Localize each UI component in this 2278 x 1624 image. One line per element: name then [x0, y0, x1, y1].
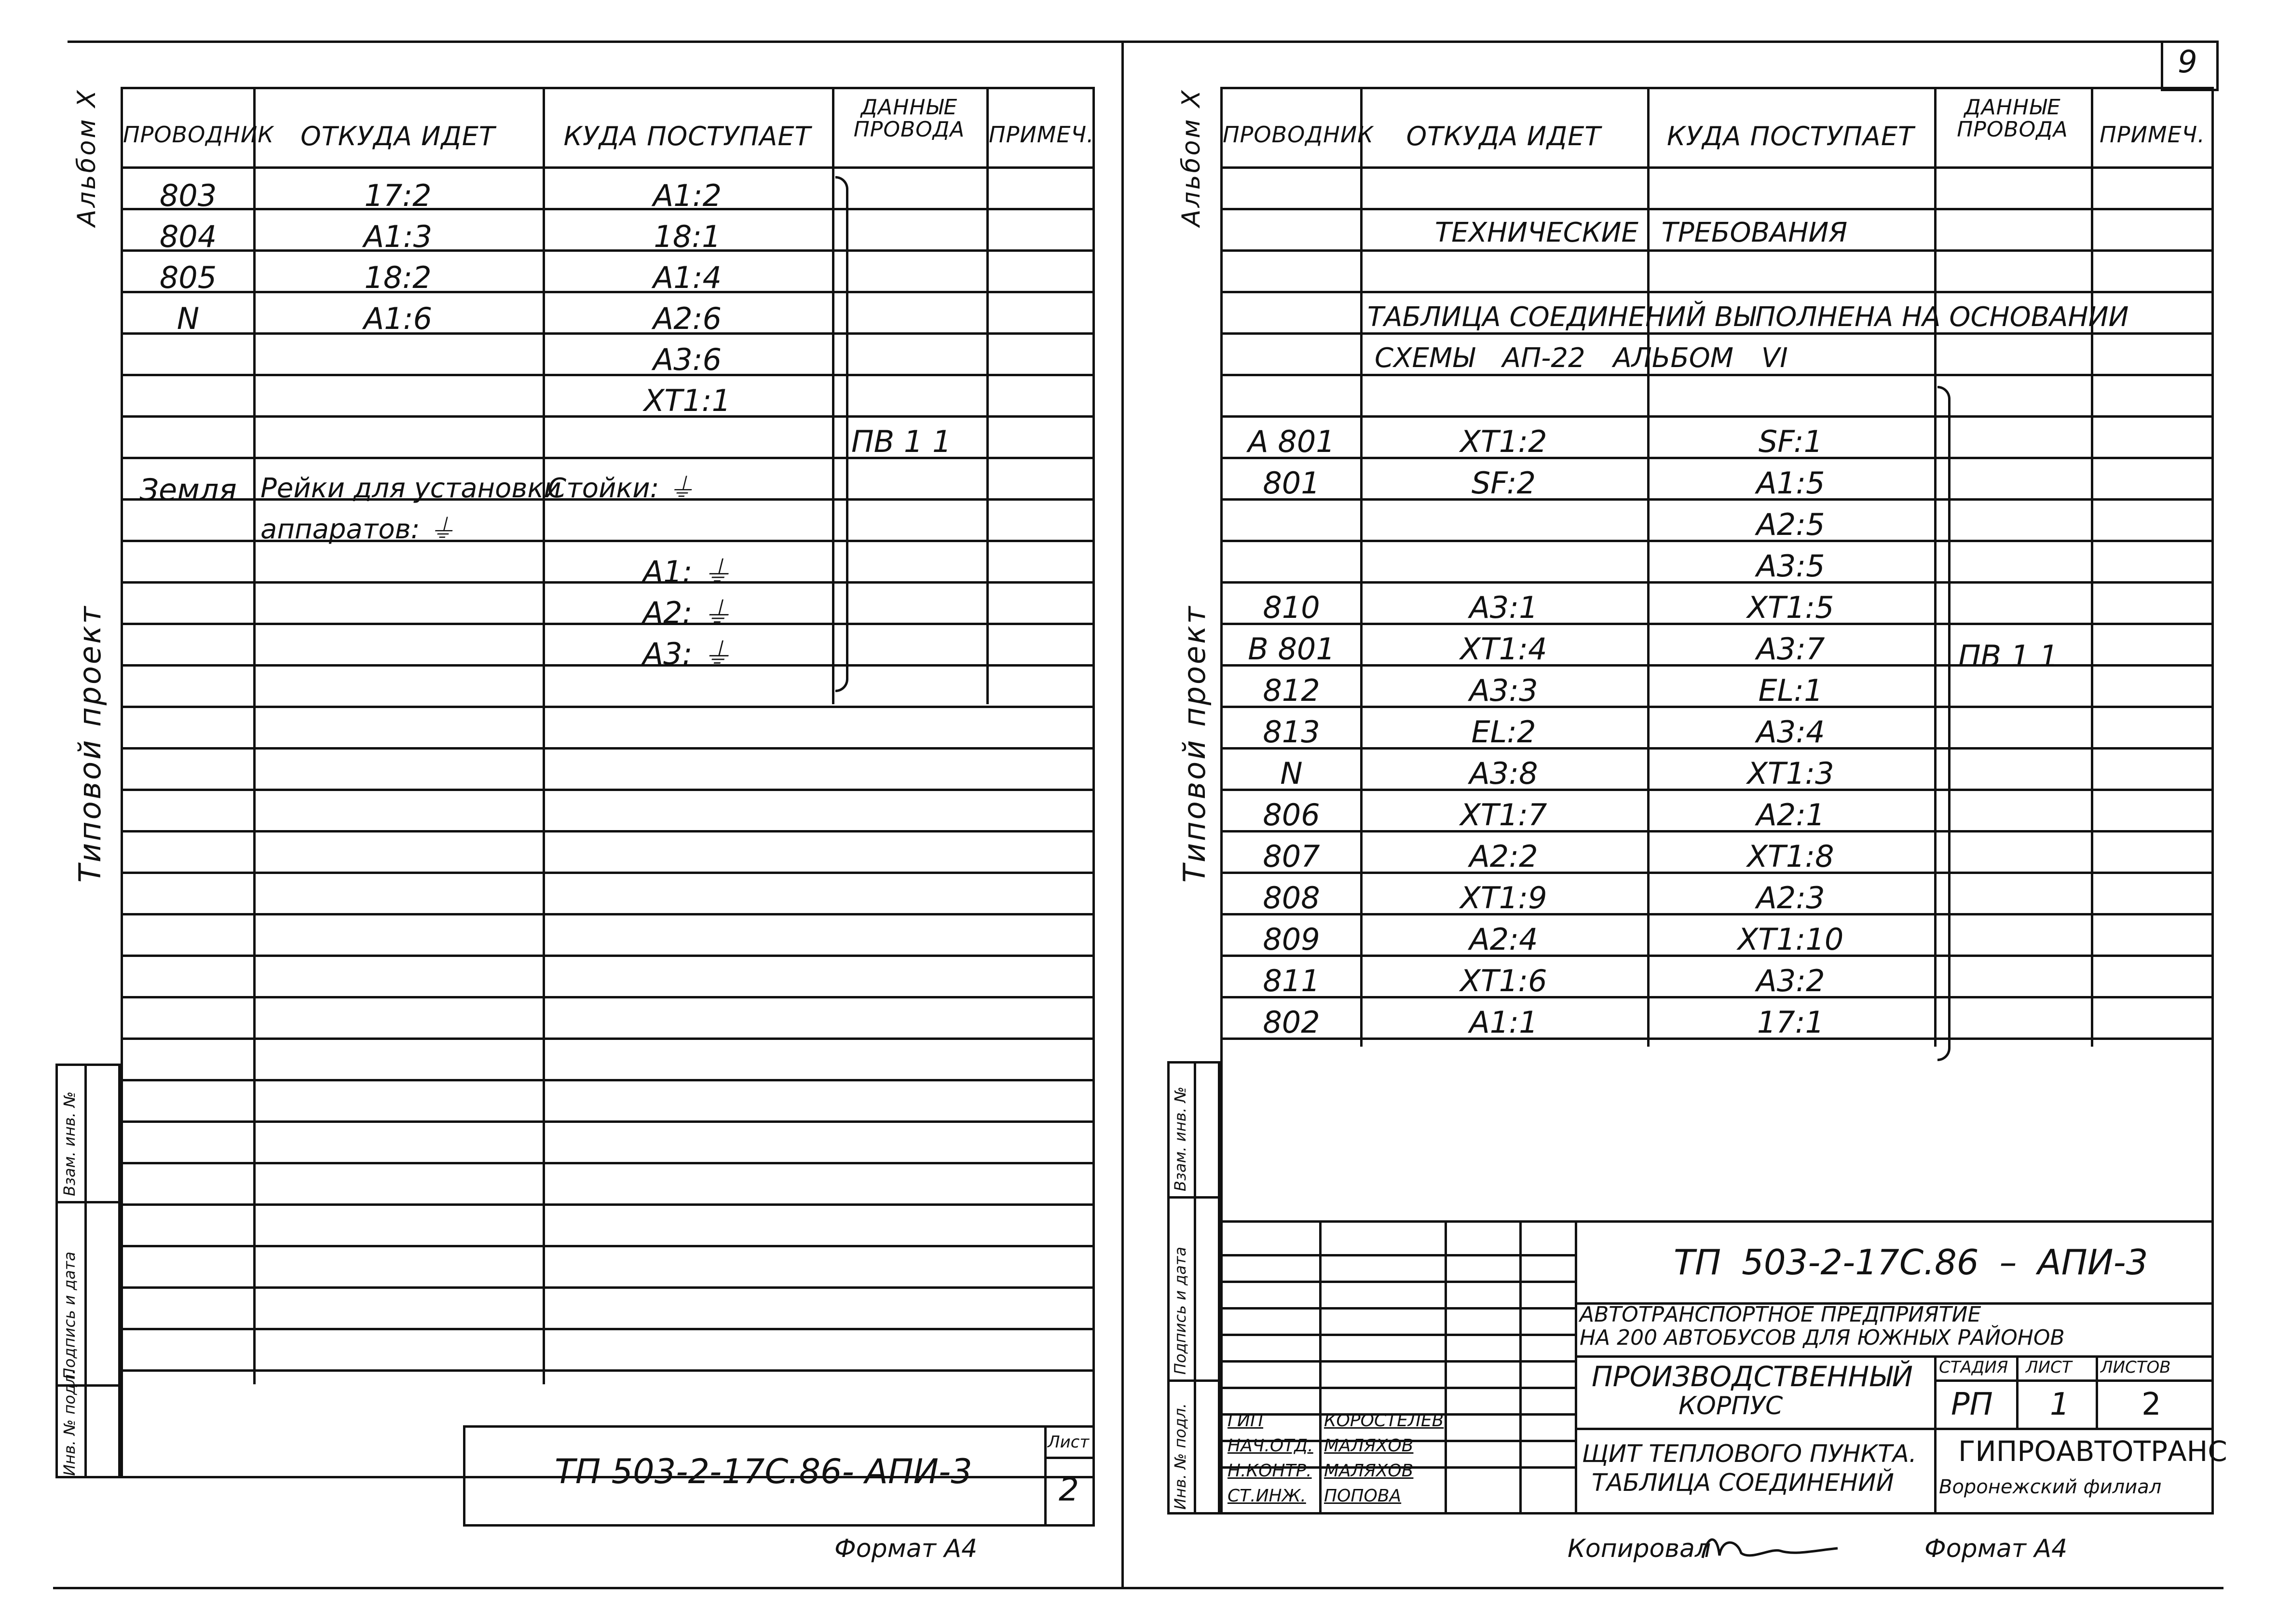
- left-stamp-sheet: 2: [1059, 1471, 1079, 1508]
- signer-role: Н.КОНТР.: [1228, 1461, 1312, 1481]
- left-row-line: [121, 830, 1095, 832]
- right-row-to: A3:2: [1756, 963, 1825, 998]
- right-row-to: XT1:3: [1747, 756, 1834, 791]
- right-row-conductor: A 801: [1248, 424, 1335, 459]
- left-row-3-to: A1:4: [653, 260, 722, 295]
- right-row-to: XT1:10: [1737, 922, 1844, 957]
- right-row-from: XT1:4: [1460, 631, 1547, 667]
- right-note-line2: СХЕМЫ АП-22 АЛЬБОМ VI: [1375, 342, 1788, 374]
- right-row-line: [1220, 706, 2214, 708]
- right-row-line: [1220, 540, 2214, 542]
- right-stamp-col: [2016, 1355, 2019, 1428]
- right-row-from: A2:4: [1469, 922, 1538, 957]
- left-row-line: [121, 166, 1095, 169]
- right-row-line: [1220, 872, 2214, 874]
- right-row-to: 17:1: [1757, 1005, 1825, 1040]
- right-branch: Воронежский филиал: [1939, 1476, 2162, 1498]
- right-sheet: 1: [2050, 1387, 2070, 1422]
- right-row-from: A2:2: [1469, 839, 1538, 874]
- left-row-line: [121, 1245, 1095, 1247]
- right-building-2: КОРПУС: [1678, 1392, 1783, 1420]
- left-row-6-to: XT1:1: [643, 383, 731, 418]
- left-strip-vzam: Взам. инв. №: [60, 1091, 79, 1196]
- left-row-line: [121, 1328, 1095, 1330]
- left-row-line: [121, 706, 1095, 708]
- left-stamp-divider: [1044, 1425, 1047, 1527]
- left-ground-from-1: Рейки для установки: [260, 473, 561, 504]
- right-row-conductor: 812: [1263, 673, 1320, 708]
- left-sheet-frame: [121, 87, 1095, 1478]
- left-ground-to-1: Стойки: ⏚: [547, 473, 695, 504]
- left-row-4-conductor: N: [177, 301, 200, 336]
- right-sheets: 2: [2142, 1387, 2161, 1422]
- right-copied: Копировал: [1568, 1534, 1711, 1563]
- right-row-line: [1220, 415, 2214, 418]
- signer-role: НАЧ.ОТД.: [1228, 1436, 1313, 1456]
- left-header-note: ПРИМЕЧ.: [989, 122, 1094, 148]
- signer-name: КОРОСТЕЛЕВ: [1324, 1411, 1444, 1431]
- right-stamp-line: [1934, 1379, 2214, 1382]
- right-row-to: A3:5: [1756, 548, 1825, 584]
- left-header-conductor: ПРОВОДНИК: [123, 122, 274, 148]
- right-row-to: A3:7: [1756, 631, 1825, 667]
- right-strip-vzam: Взам. инв. №: [1171, 1086, 1189, 1191]
- right-row-line: [1220, 498, 2214, 501]
- right-row-line: [1220, 623, 2214, 625]
- signer-name: ПОПОВА: [1324, 1486, 1402, 1506]
- signature-row-line: [1220, 1307, 1575, 1310]
- right-stage: РП: [1951, 1387, 1993, 1422]
- left-strip-inv: Инв. № подл.: [60, 1369, 79, 1476]
- right-row-from: EL:2: [1471, 714, 1536, 750]
- sig-col: [1319, 1220, 1322, 1515]
- right-row-line: [1220, 664, 2214, 667]
- sig-col: [1519, 1220, 1522, 1515]
- signature-row-line: [1220, 1281, 1575, 1283]
- left-row-line: [121, 1369, 1095, 1372]
- left-row-2-conductor: 804: [159, 219, 217, 254]
- right-row-conductor: 813: [1263, 714, 1320, 750]
- left-stamp-sheet-label: Лист: [1048, 1433, 1090, 1452]
- right-row-from: A3:8: [1469, 756, 1538, 791]
- right-row-conductor: 808: [1263, 880, 1320, 915]
- left-wire-brace: [835, 176, 848, 692]
- right-header-wire-data: ДАННЫЕ ПРОВОДА: [1957, 95, 2068, 142]
- right-typical-project: Типовой проект: [1177, 604, 1212, 883]
- right-row-line: [1220, 208, 2214, 210]
- left-format: Формат А4: [834, 1534, 978, 1563]
- right-row-conductor: 811: [1263, 963, 1320, 998]
- right-sheets-label: ЛИСТОВ: [2101, 1358, 2171, 1377]
- signer-role: ГИП: [1228, 1411, 1264, 1431]
- left-stamp-designation: ТП 503-2-17С.86- АПИ-3: [555, 1452, 972, 1491]
- left-row-line: [121, 996, 1095, 998]
- right-format: Формат А4: [1924, 1534, 2068, 1563]
- left-wire-brand: ПВ 1 1: [851, 424, 952, 459]
- right-org: ГИПРОАВТОТРАНС: [1958, 1435, 2227, 1468]
- right-doc-2: ТАБЛИЦА СОЕДИНЕНИЙ: [1592, 1469, 1894, 1497]
- left-row-line: [121, 955, 1095, 957]
- right-wire-brace: [1937, 386, 1951, 1061]
- right-row-line: [1220, 291, 2214, 293]
- right-row-conductor: B 801: [1248, 631, 1335, 667]
- right-row-conductor: 809: [1263, 922, 1320, 957]
- right-row-to: A2:3: [1756, 880, 1825, 915]
- left-typical-project: Типовой проект: [72, 604, 108, 883]
- right-row-to: A2:5: [1756, 507, 1825, 542]
- left-row-1-from: 17:2: [364, 178, 432, 213]
- right-row-conductor: 801: [1263, 465, 1320, 501]
- signer-name: МАЛЯХОВ: [1324, 1461, 1414, 1481]
- left-strip-sign: Подпись и дата: [60, 1251, 79, 1379]
- right-row-to: A1:5: [1756, 465, 1825, 501]
- right-strip-inv: Инв. № подл.: [1171, 1403, 1189, 1510]
- right-row-line: [1220, 374, 2214, 376]
- right-row-line: [1220, 581, 2214, 584]
- right-col-line: [2091, 87, 2093, 1047]
- left-row-line: [121, 872, 1095, 874]
- right-row-line: [1220, 166, 2214, 169]
- left-row-1-to: A1:2: [653, 178, 722, 213]
- right-row-from: A3:3: [1469, 673, 1538, 708]
- right-row-conductor: 802: [1263, 1005, 1320, 1040]
- right-row-line: [1220, 1037, 2214, 1040]
- right-row-line: [1220, 747, 2214, 750]
- right-row-line: [1220, 913, 2214, 915]
- left-row-1-conductor: 803: [159, 178, 217, 213]
- left-stamp-line: [1044, 1457, 1095, 1459]
- right-stamp-divider: [1575, 1220, 1577, 1515]
- top-border-line: [68, 41, 2219, 43]
- right-strip-line: [1167, 1379, 1220, 1382]
- left-row-2-to: 18:1: [654, 219, 721, 254]
- bottom-border-line: [53, 1587, 2223, 1589]
- right-row-to: XT1:5: [1747, 590, 1834, 625]
- right-strip-divider: [1194, 1061, 1196, 1515]
- copier-signature: [1698, 1529, 1842, 1568]
- left-album-label: Альбом X: [72, 88, 101, 227]
- right-row-line: [1220, 996, 2214, 998]
- left-row-5-to: A3:6: [653, 342, 722, 377]
- right-col-line: [1934, 87, 1937, 1047]
- left-strip-divider: [84, 1064, 87, 1478]
- left-row-line: [121, 1120, 1095, 1123]
- left-row-line: [121, 789, 1095, 791]
- left-row-line: [121, 913, 1095, 915]
- sig-col: [1445, 1220, 1447, 1515]
- left-ground-to-a2: A2: ⏚: [642, 595, 732, 630]
- right-note-line1: ТАБЛИЦА СОЕДИНЕНИЙ ВЫПОЛНЕНА НА ОСНОВАНИИ: [1367, 301, 2129, 333]
- right-row-conductor: 807: [1263, 839, 1320, 874]
- right-tech-req: ТЕХНИЧЕСКИЕ ТРЕБОВАНИЯ: [1435, 217, 1848, 248]
- right-building-1: ПРОИЗВОДСТВЕННЫЙ: [1592, 1360, 1913, 1393]
- signature-row-line: [1220, 1334, 1575, 1336]
- right-row-to: EL:1: [1758, 673, 1823, 708]
- right-row-from: XT1:7: [1460, 797, 1547, 832]
- right-row-line: [1220, 457, 2214, 459]
- right-row-conductor: 810: [1263, 590, 1320, 625]
- left-col-line: [986, 87, 989, 704]
- left-row-line: [121, 1203, 1095, 1206]
- right-stamp-top: [1220, 1220, 2214, 1223]
- right-sheet-label: ЛИСТ: [2026, 1358, 2072, 1377]
- right-row-to: A2:1: [1756, 797, 1825, 832]
- right-stamp-designation: ТП 503-2-17С.86 – АПИ-3: [1674, 1242, 2148, 1283]
- right-stamp-line: [1934, 1428, 2214, 1430]
- left-ground-to-a3: A3: ⏚: [642, 636, 732, 671]
- right-row-from: SF:2: [1471, 465, 1536, 501]
- right-row-from: A3:1: [1469, 590, 1538, 625]
- right-row-line: [1220, 830, 2214, 832]
- center-fold-line: [1121, 41, 1124, 1589]
- right-row-conductor: N: [1280, 756, 1303, 791]
- left-ground-conductor: Земля: [139, 472, 237, 507]
- left-header-wire-data: ДАННЫЕ ПРОВОДА: [853, 95, 965, 142]
- left-row-line: [121, 747, 1095, 750]
- left-row-4-to: A2:6: [653, 301, 722, 336]
- signature-row-line: [1220, 1387, 1575, 1389]
- left-row-line: [121, 1037, 1095, 1040]
- right-row-from: A1:1: [1469, 1005, 1538, 1040]
- right-row-conductor: 806: [1263, 797, 1320, 832]
- left-header-to: КУДА ПОСТУПАЕТ: [563, 121, 811, 151]
- right-enterprise-2: НА 200 АВТОБУСОВ ДЛЯ ЮЖНЫХ РАЙОНОВ: [1580, 1325, 2065, 1350]
- left-ground-from-2: аппаратов: ⏚: [260, 514, 456, 545]
- signer-name: МАЛЯХОВ: [1324, 1436, 1414, 1456]
- left-strip-line: [55, 1201, 121, 1203]
- right-stamp-line: [1575, 1428, 1934, 1430]
- right-doc-1: ЩИТ ТЕПЛОВОГО ПУНКТА.: [1582, 1440, 1917, 1468]
- page-number: 9: [2178, 44, 2197, 80]
- left-row-3-from: 18:2: [364, 260, 432, 295]
- left-row-3-conductor: 805: [159, 260, 217, 295]
- right-row-from: XT1:6: [1460, 963, 1547, 998]
- right-header-note: ПРИМЕЧ.: [2100, 122, 2205, 148]
- right-row-to: A3:4: [1756, 714, 1825, 750]
- right-row-from: XT1:2: [1460, 424, 1547, 459]
- left-header-from: ОТКУДА ИДЕТ: [300, 121, 495, 151]
- right-stage-label: СТАДИЯ: [1939, 1358, 2008, 1377]
- left-row-4-from: A1:6: [363, 301, 433, 336]
- right-enterprise-1: АВТОТРАНСПОРТНОЕ ПРЕДПРИЯТИЕ: [1580, 1302, 1981, 1327]
- right-row-to: XT1:8: [1747, 839, 1834, 874]
- right-strip-line: [1167, 1196, 1220, 1199]
- right-strip-sign: Подпись и дата: [1171, 1246, 1189, 1375]
- left-row-line: [121, 1286, 1095, 1289]
- right-row-to: SF:1: [1758, 424, 1823, 459]
- signer-role: СТ.ИНЖ.: [1228, 1486, 1306, 1506]
- right-row-line: [1220, 789, 2214, 791]
- right-stamp-col: [2096, 1355, 2098, 1428]
- left-row-line: [121, 1079, 1095, 1081]
- right-header-conductor: ПРОВОДНИК: [1223, 122, 1374, 148]
- right-wire-brand: ПВ 1 1: [1958, 639, 2059, 674]
- left-row-line: [121, 1162, 1095, 1164]
- left-ground-to-a1: A1: ⏚: [642, 554, 732, 589]
- right-row-from: XT1:9: [1460, 880, 1547, 915]
- right-header-to: КУДА ПОСТУПАЕТ: [1667, 121, 1914, 151]
- right-album-label: Альбом X: [1177, 88, 1206, 227]
- right-header-from: ОТКУДА ИДЕТ: [1406, 121, 1601, 151]
- signature-row-line: [1220, 1360, 1575, 1363]
- left-col-line: [832, 87, 834, 704]
- signature-row-line: [1220, 1254, 1575, 1256]
- right-row-line: [1220, 249, 2214, 252]
- right-row-line: [1220, 955, 2214, 957]
- left-row-2-from: A1:3: [363, 219, 433, 254]
